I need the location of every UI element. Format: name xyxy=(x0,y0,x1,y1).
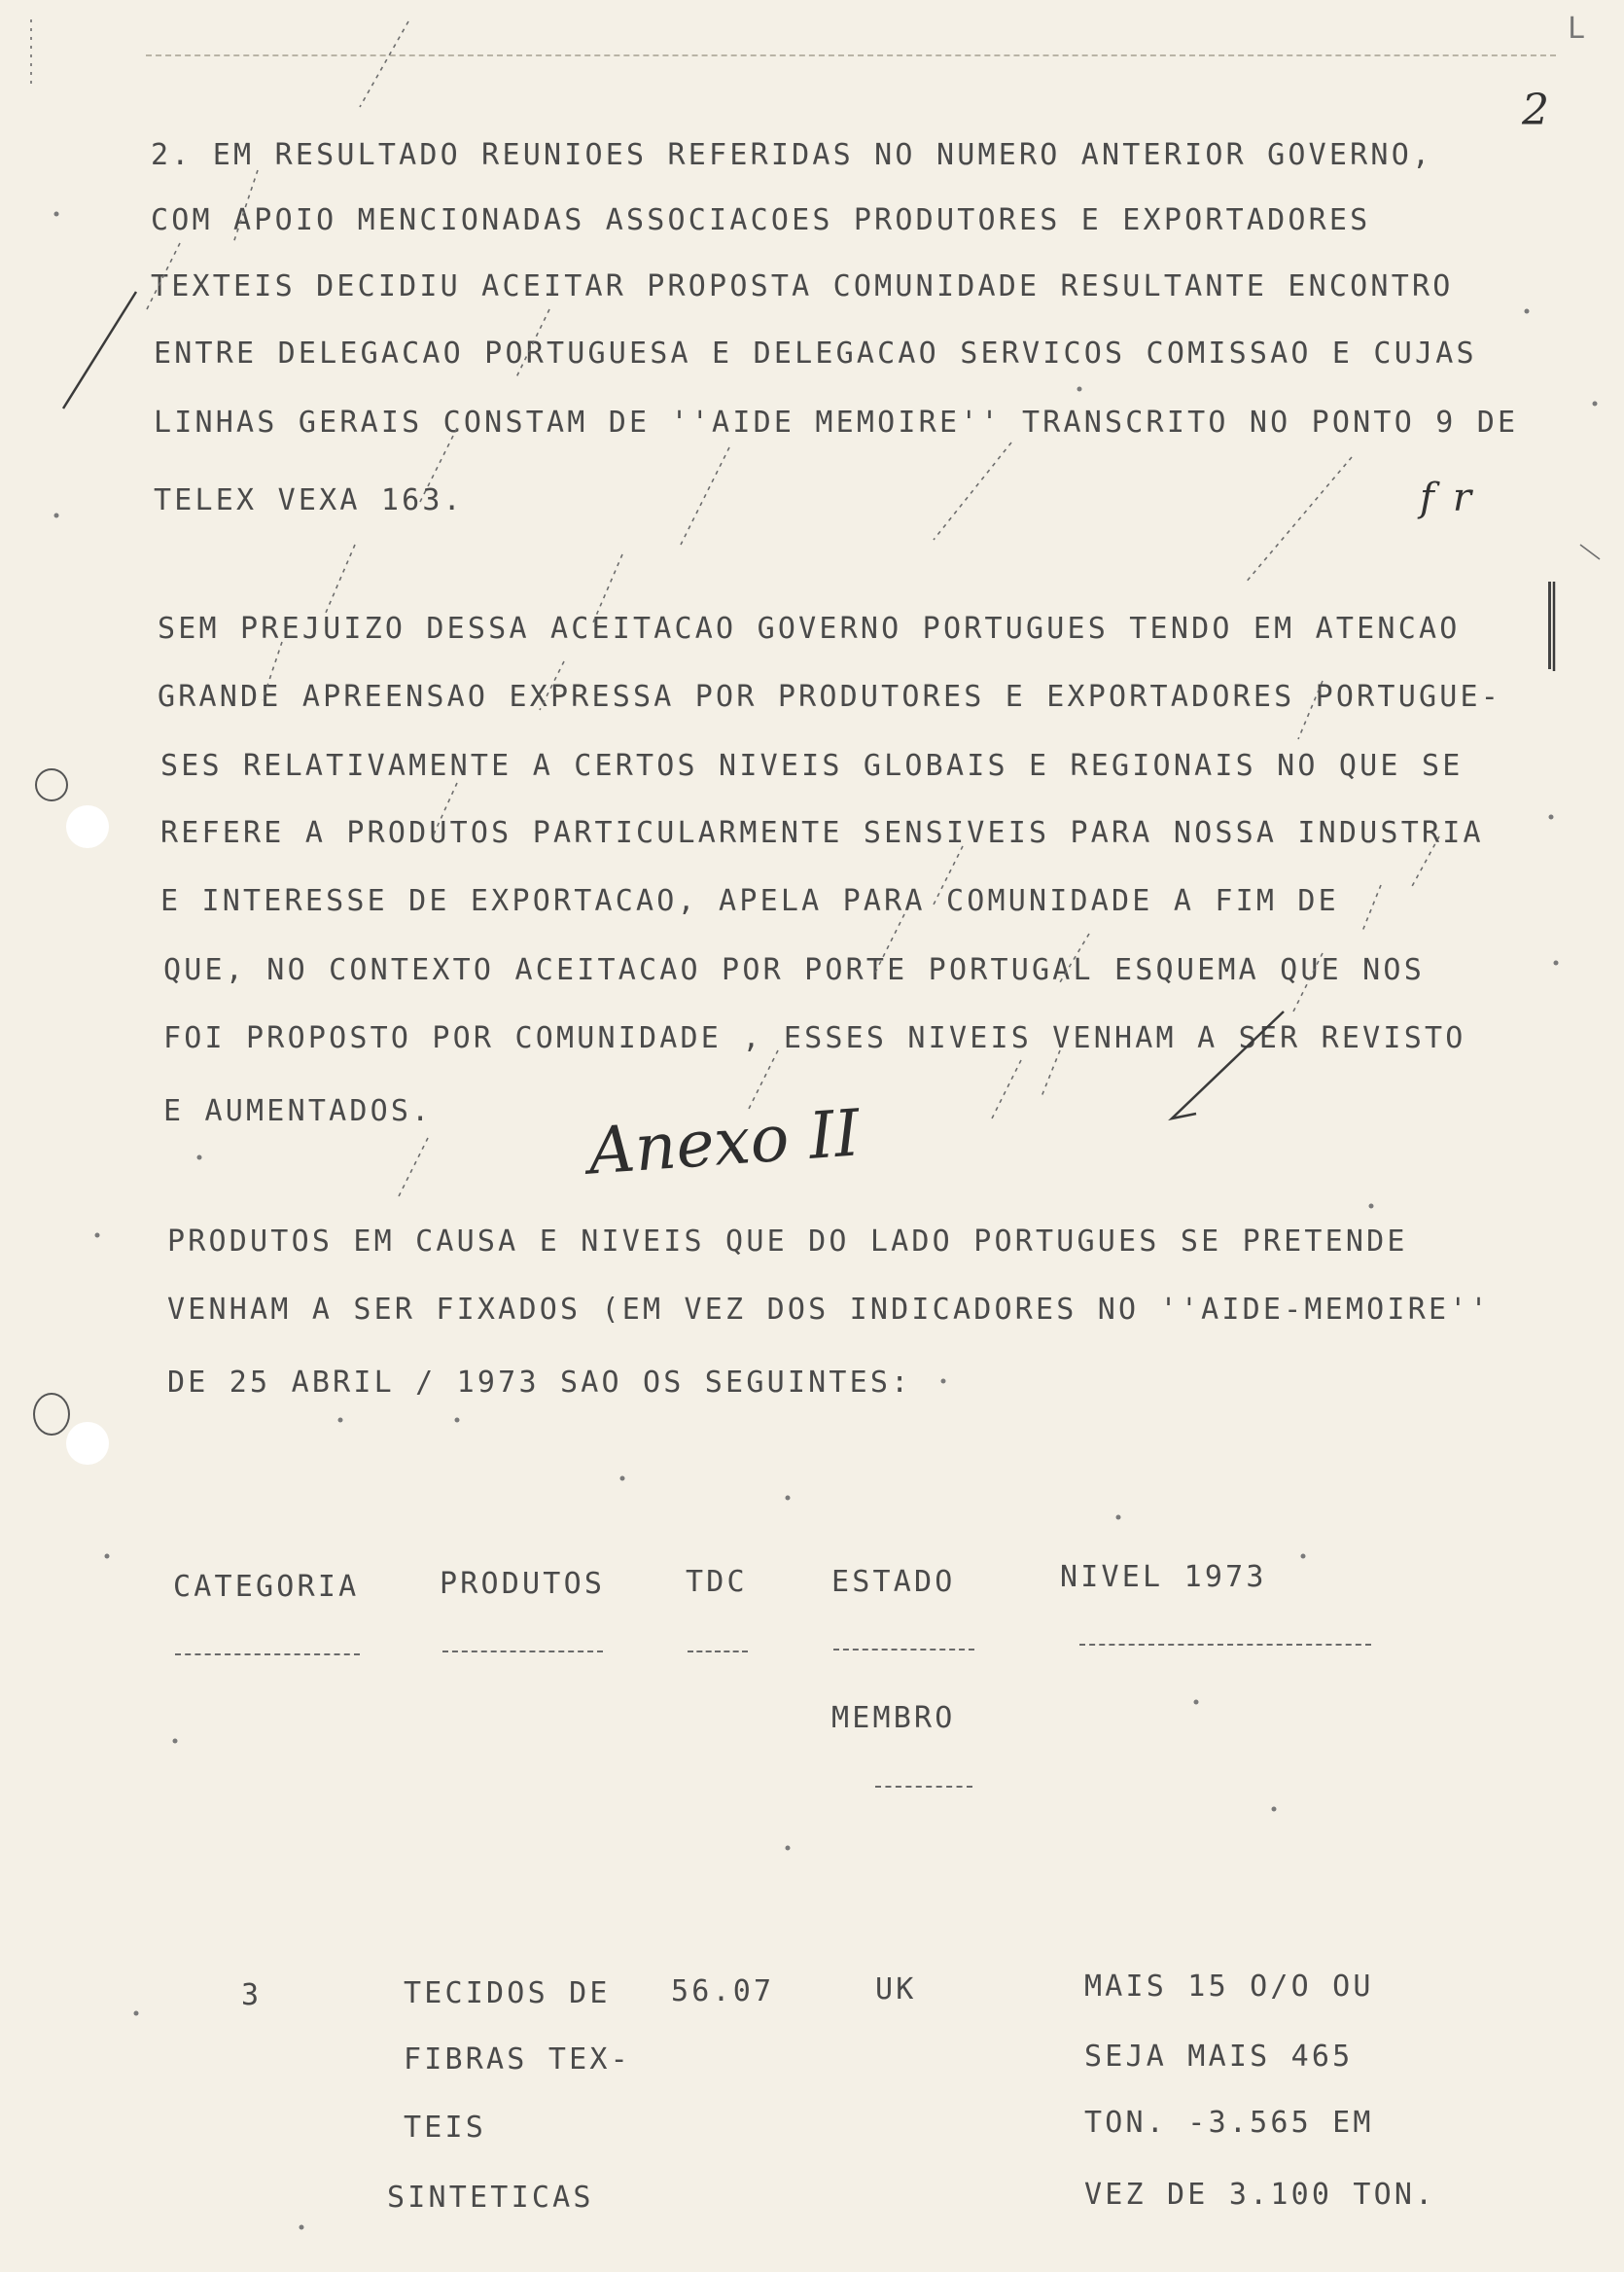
row-nivel-line: MAIS 15 O/O OU xyxy=(1084,1970,1374,2004)
handwritten-initials: f r xyxy=(1420,476,1475,520)
row-nivel-line: VEZ DE 3.100 TON. xyxy=(1084,2178,1436,2212)
body-line: E INTERESSE DE EXPORTACAO, APELA PARA COMUNIDADE A FIM DE xyxy=(160,884,1339,918)
body-line: VENHAM A SER FIXADOS (EM VEZ DOS INDICADORES NO ''AIDE-MEMOIRE'' xyxy=(167,1293,1491,1327)
row-tdc: 56.07 xyxy=(671,1974,775,2008)
body-line: QUE, NO CONTEXTO ACEITACAO POR PORTE PORTUGAL ESQUEMA QUE NOS xyxy=(163,953,1425,987)
row-nivel-line: SEJA MAIS 465 xyxy=(1084,2040,1354,2074)
body-line: GRANDE APREENSAO EXPRESSA POR PRODUTORES E EXPORTADORES PORTUGUE- xyxy=(158,680,1501,714)
corner-mark: L xyxy=(1568,12,1586,46)
body-line: LINHAS GERAIS CONSTAM DE ''AIDE MEMOIRE'' TRANSCRITO NO PONTO 9 DE xyxy=(154,406,1519,440)
body-line: DE 25 ABRIL / 1973 SAO OS SEGUINTES: xyxy=(167,1366,912,1400)
body-line: PRODUTOS EM CAUSA E NIVEIS QUE DO LADO PORTUGUES SE PRETENDE xyxy=(167,1225,1408,1259)
row-nivel-line: TON. -3.565 EM xyxy=(1084,2106,1374,2140)
table-header-produtos: PRODUTOS xyxy=(440,1567,606,1601)
body-line: FOI PROPOSTO POR COMUNIDADE , ESSES NIVEIS VENHAM A SER REVISTO xyxy=(163,1021,1466,1055)
table-header-estado: ESTADO xyxy=(831,1565,956,1599)
body-line: SES RELATIVAMENTE A CERTOS NIVEIS GLOBAIS E REGIONAIS NO QUE SE xyxy=(160,749,1464,783)
table-header-tdc: TDC xyxy=(686,1565,748,1599)
row-produtos-line: SINTETICAS xyxy=(387,2181,594,2215)
row-produtos-line: FIBRAS TEX- xyxy=(404,2042,631,2077)
body-line: SEM PREJUIZO DESSA ACEITACAO GOVERNO PORTUGUES TENDO EM ATENCAO xyxy=(158,612,1461,646)
body-line: E AUMENTADOS. xyxy=(163,1094,433,1128)
table-header-membro: MEMBRO xyxy=(831,1701,956,1735)
body-line: ENTRE DELEGACAO PORTUGUESA E DELEGACAO SERVICOS COMISSAO E CUJAS xyxy=(154,337,1477,371)
table-header-categoria: CATEGORIA xyxy=(173,1570,360,1604)
row-produtos-line: TECIDOS DE xyxy=(404,1976,611,2010)
body-line: REFERE A PRODUTOS PARTICULARMENTE SENSIVEIS PARA NOSSA INDUSTRIA xyxy=(160,816,1484,850)
body-line: 2. EM RESULTADO REUNIOES REFERIDAS NO NUMERO ANTERIOR GOVERNO, xyxy=(151,138,1433,172)
table-header-nivel: NIVEL 1973 xyxy=(1060,1560,1267,1594)
body-line: COM APOIO MENCIONADAS ASSOCIACOES PRODUTORES E EXPORTADORES xyxy=(151,203,1371,237)
row-categoria: 3 xyxy=(241,1978,263,2012)
body-line: TELEX VEXA 163. xyxy=(154,483,464,517)
row-estado: UK xyxy=(875,1972,917,2006)
page-number: 2 xyxy=(1522,86,1549,135)
body-line: TEXTEIS DECIDIU ACEITAR PROPOSTA COMUNIDADE RESULTANTE ENCONTRO xyxy=(151,269,1454,303)
handwritten-annex-note: Anexo II xyxy=(585,1095,863,1189)
row-produtos-line: TEIS xyxy=(404,2111,487,2145)
